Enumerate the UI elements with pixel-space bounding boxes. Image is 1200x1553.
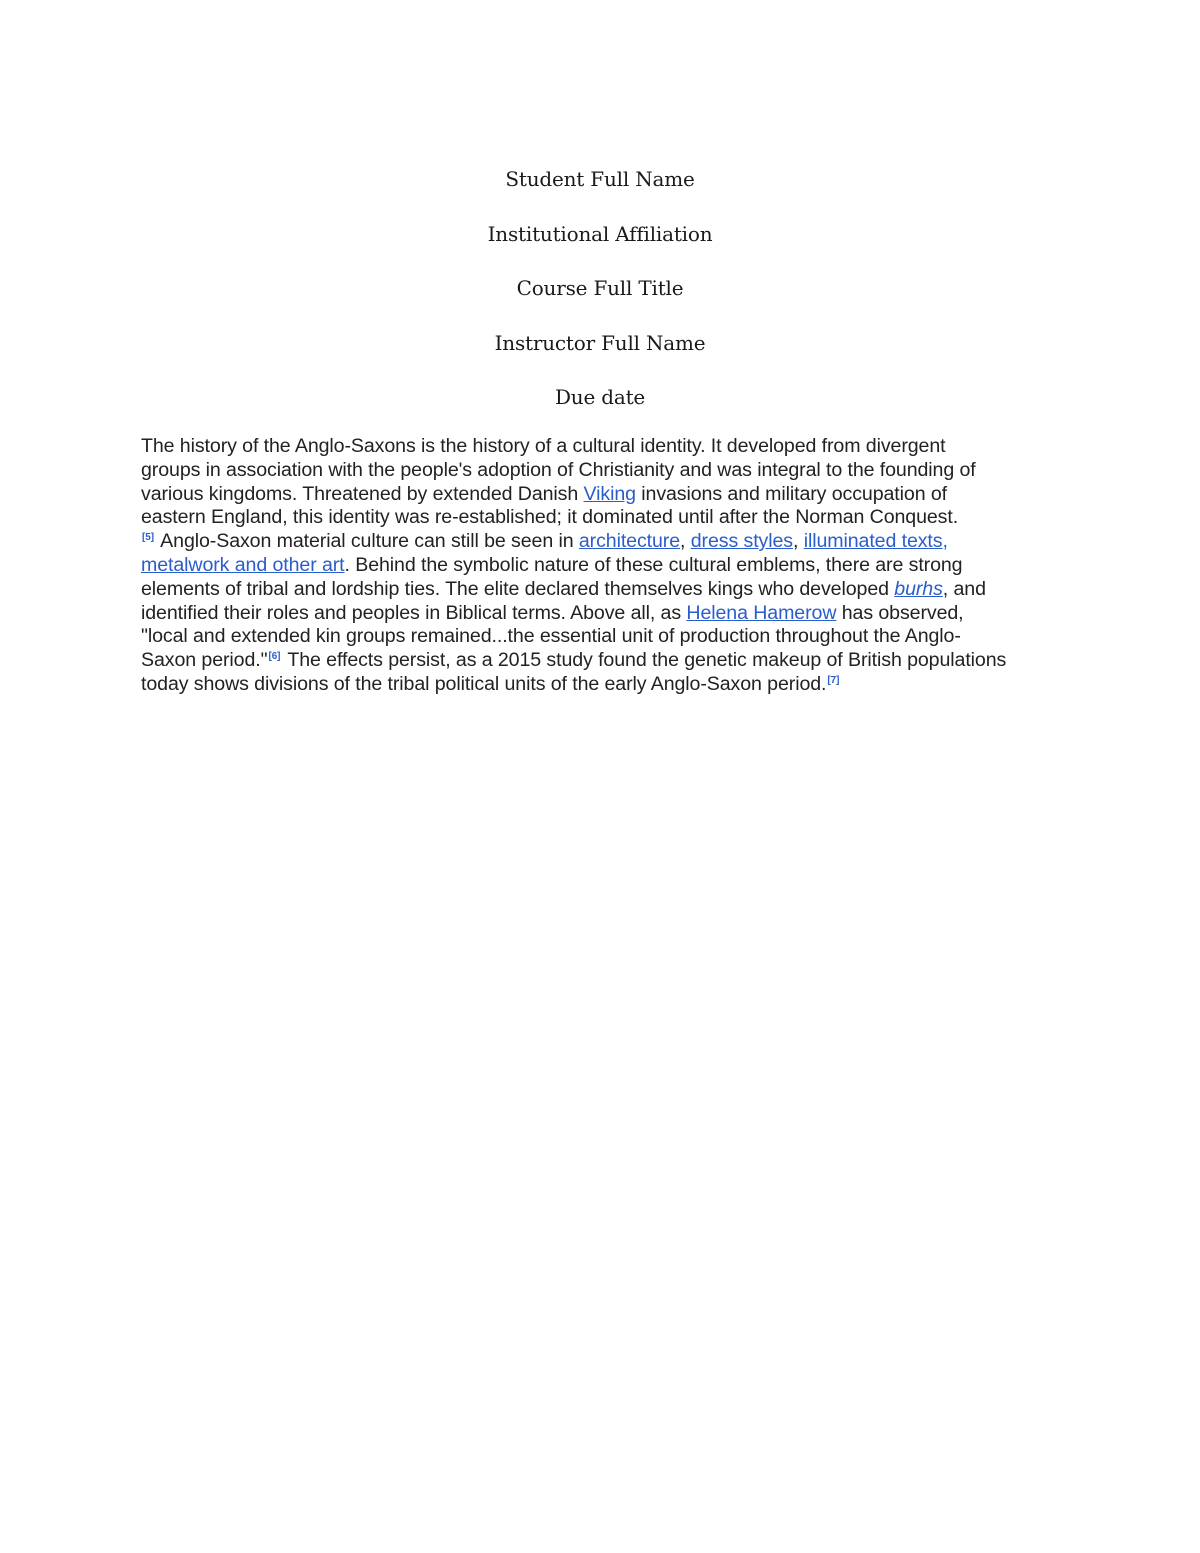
paragraph-line: [141, 506, 1071, 530]
paragraph-line: [141, 435, 1071, 459]
paragraph-line: [141, 554, 1071, 578]
text-run: groups in association with the people's adoption of Christianity and was integral to the founding of: [141, 458, 976, 481]
text-run: eastern England, this identity was re-established; it dominated until after the Norman Conquest.: [141, 506, 959, 529]
text-run: Saxon period.": [141, 649, 268, 672]
due-date: Due date: [554, 385, 646, 409]
paragraph-line: [141, 578, 1071, 602]
illuminated-texts-link[interactable]: illuminated texts,: [803, 530, 948, 553]
instructor-name: Instructor Full Name: [494, 330, 706, 355]
paragraph-line: [141, 625, 1071, 649]
architecture-link[interactable]: architecture: [578, 530, 681, 553]
course-title: Course Full Title: [516, 276, 684, 300]
paragraph-line: [141, 530, 1071, 554]
helena-hamerow-link[interactable]: Helena Hamerow: [686, 601, 837, 624]
text-run: Anglo-Saxon material culture can still be seen in: [155, 530, 579, 553]
paragraph-line: [141, 459, 1071, 483]
text-run: , and: [942, 577, 986, 600]
text-run: today shows divisions of the tribal political units of the early Anglo-Saxon period.: [141, 672, 827, 695]
text-run: The effects persist, as a 2015 study found the genetic makeup of British populations: [282, 649, 1007, 672]
paragraph-line: [141, 602, 1071, 626]
text-run: The history of the Anglo-Saxons is the history of a cultural identity. It developed from divergent: [141, 435, 946, 457]
text-run: identified their roles and peoples in Biblical terms. Above all, as: [141, 601, 687, 624]
dress-styles-link[interactable]: dress styles: [690, 530, 793, 553]
paragraph-line: [141, 483, 1071, 507]
citation-6-link[interactable]: [6]: [268, 651, 281, 663]
title-block: [0, 162, 1200, 435]
text-run: "local and extended kin groups remained...the essential unit of production throughout the Anglo-: [141, 625, 961, 648]
body-paragraph: [141, 435, 1071, 697]
text-run: . Behind the symbolic nature of these cultural emblems, there are strong: [344, 553, 963, 576]
citation-7-link[interactable]: [7]: [827, 674, 840, 686]
paragraph-line: [141, 649, 1071, 673]
citation-5-link[interactable]: [5]: [142, 532, 154, 544]
text-run: has observed,: [836, 601, 964, 624]
text-run: ,: [792, 530, 804, 553]
student-name: Student Full Name: [505, 167, 695, 191]
institutional-affiliation: Institutional Affiliation: [487, 221, 713, 246]
text-run: elements of tribal and lordship ties. The elite declared themselves kings who developed: [141, 577, 895, 600]
burhs-link[interactable]: burhs: [894, 577, 943, 600]
paragraph-line: [141, 673, 1071, 697]
metalwork-link[interactable]: metalwork and other art: [141, 553, 345, 576]
viking-link[interactable]: Viking: [583, 482, 636, 505]
text-run: various kingdoms. Threatened by extended Danish: [141, 482, 584, 505]
text-run: invasions and military occupation of: [635, 482, 947, 505]
text-run: ,: [680, 530, 691, 553]
